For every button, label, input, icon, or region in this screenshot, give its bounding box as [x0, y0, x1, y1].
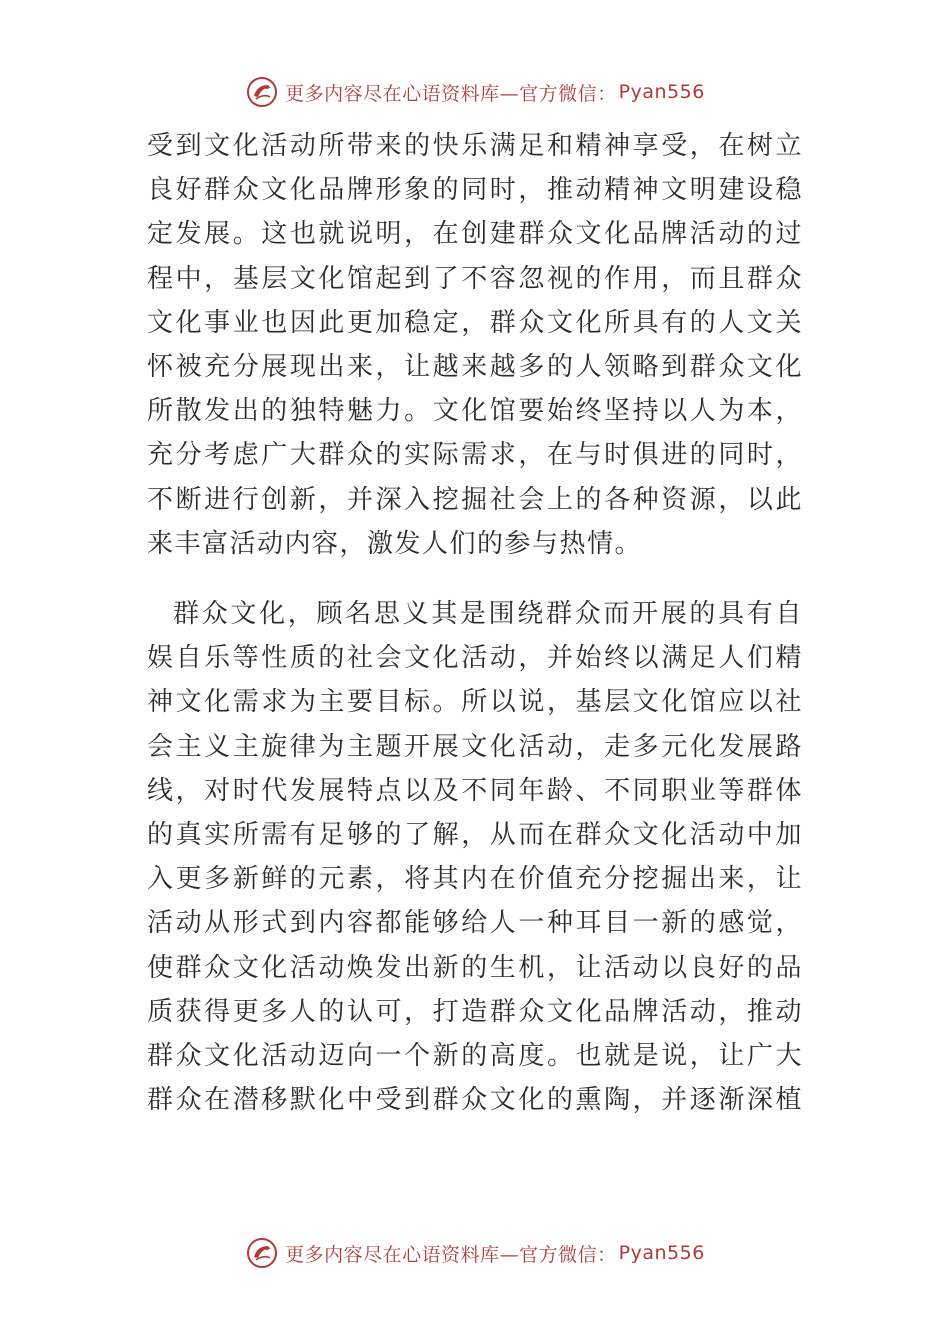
paragraph-1-line: 文化事业也因此更加稳定，群众文化所具有的人文关	[147, 307, 803, 338]
header-banner-text: 更多内容尽在心语资料库—官方微信：	[285, 82, 617, 105]
paragraph-1-line: 来丰富活动内容，激发人们的参与热情。	[147, 528, 643, 559]
paragraph-1-line: 定发展。这也就说明，在创建群众文化品牌活动的过	[147, 219, 803, 250]
paragraph-1-line: 所散发出的独特魅力。文化馆要始终坚持以人为本，	[147, 396, 803, 427]
paragraph-1-line: 充分考虑广大群众的实际需求，在与时俱进的同时，	[147, 440, 803, 471]
paragraph-1	[147, 124, 803, 566]
footer-wechat-handle: Pyan556	[618, 1242, 705, 1264]
paragraph-1-line: 良好群众文化品牌形象的同时，推动精神文明建设稳	[147, 175, 803, 206]
brand-logo-icon	[245, 75, 279, 109]
paragraph-1-line: 怀被充分展现出来，让越来越多的人领略到群众文化	[147, 352, 803, 383]
paragraph-2-line: 群众在潜移默化中受到群众文化的熏陶，并逐渐深植	[147, 1085, 803, 1116]
paragraph-2-line: 入更多新鲜的元素，将其内在价值充分挖掘出来，让	[147, 864, 803, 895]
header-banner	[0, 72, 950, 112]
paragraph-2-line: 群众文化活动迈向一个新的高度。也就是说，让广大	[147, 1041, 803, 1072]
paragraph-2-line: 的真实所需有足够的了解，从而在群众文化活动中加	[147, 820, 803, 851]
paragraph-1-line: 受到文化活动所带来的快乐满足和精神享受，在树立	[147, 131, 803, 161]
paragraph-1-line: 不断进行创新，并深入挖掘社会上的各种资源，以此	[147, 484, 803, 515]
footer-banner	[0, 1233, 950, 1273]
header-wechat-handle: Pyan556	[618, 81, 705, 103]
paragraph-2-line: 群众文化，顾名思义其是围绕群众而开展的具有自	[173, 599, 803, 630]
paragraph-2-line: 使群众文化活动焕发出新的生机，让活动以良好的品	[147, 952, 803, 983]
paragraph-2-line: 质获得更多人的认可，打造群众文化品牌活动，推动	[147, 996, 803, 1027]
brand-logo-icon	[245, 1236, 279, 1270]
paragraph-1-line: 程中，基层文化馆起到了不容忽视的作用，而且群众	[147, 263, 803, 294]
paragraph-2-line: 神文化需求为主要目标。所以说，基层文化馆应以社	[147, 687, 803, 718]
footer-banner-text: 更多内容尽在心语资料库—官方微信：	[285, 1243, 617, 1266]
paragraph-2-line: 会主义主旋律为主题开展文化活动，走多元化发展路	[147, 731, 803, 762]
document-body	[147, 124, 803, 1122]
paragraph-2-line: 娱自乐等性质的社会文化活动，并始终以满足人们精	[147, 643, 803, 674]
paragraph-2-line: 线，对时代发展特点以及不同年龄、不同职业等群体	[147, 775, 803, 806]
paragraph-2	[147, 592, 803, 1122]
paragraph-2-line: 活动从形式到内容都能够给人一种耳目一新的感觉，	[147, 908, 803, 939]
